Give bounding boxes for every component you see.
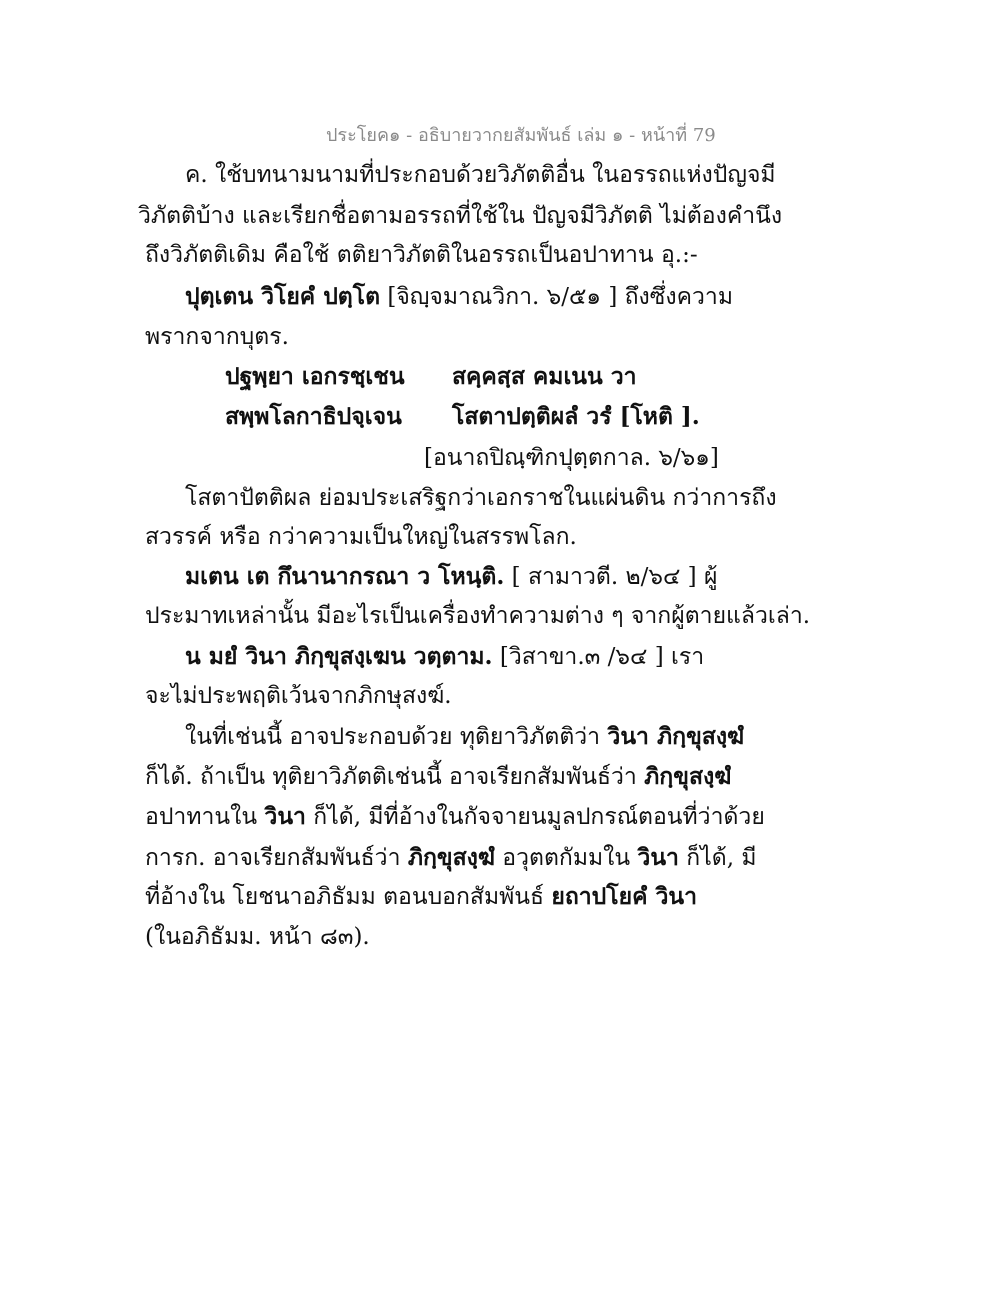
paragraph-line: (ในอภิธัมม. หน้า ๘๓). xyxy=(145,924,370,950)
pali-example: มเตน เต กึนานากรณา ว โหนฺติ. xyxy=(185,563,505,590)
paragraph-line: ก็ได้. ถ้าเป็น ทุติยาวิภัตติเช่นนี้ อาจเรียกสัมพันธ์ว่า ภิกฺขุสงฺฆํ xyxy=(145,763,732,790)
translation: ถึงซึ่งความ xyxy=(624,284,733,310)
example-line xyxy=(185,282,733,312)
translation: ผู้ xyxy=(703,564,718,590)
translation-line: พรากจากบุตร. xyxy=(145,324,289,350)
translation: เรา xyxy=(671,644,705,670)
verse-line: สคฺคสฺส คมเนน วา xyxy=(452,363,637,390)
example-line xyxy=(185,642,704,672)
running-header: ประโยค๑ - อธิบายวากยสัมพันธ์ เล่ม ๑ - หน้าที่ 79 xyxy=(326,125,716,146)
example-line xyxy=(185,562,717,592)
paragraph-line: ค. ใช้บทนามนามที่ประกอบด้วยวิภัตติอื่น ในอรรถแห่งปัญจมี xyxy=(185,162,776,188)
verse-line: โสตาปตฺติผลํ วรํ [โหติ ]. xyxy=(452,403,700,430)
paragraph-line: วิภัตติบ้าง และเรียกชื่อตามอรรถที่ใช้ใน ปัญจมีวิภัตติ ไม่ต้องคำนึง xyxy=(138,203,783,229)
paragraph-line: โสตาปัตติผล ย่อมประเสริฐกว่าเอกราชในแผ่นดิน กว่าการถึง xyxy=(185,485,777,511)
pali-example: ปุตฺเตน วิโยคํ ปตฺโต xyxy=(185,283,381,310)
paragraph-line: ในที่เช่นนี้ อาจประกอบด้วย ทุติยาวิภัตติว่า วินา ภิกฺขุสงฺฆํ xyxy=(185,723,745,750)
citation: [ สามาวตี. ๒/๖๔ ] xyxy=(511,564,697,590)
verse-line: สพฺพโลกาธิปจฺเจน xyxy=(225,403,402,430)
paragraph-line: อปาทานใน วินา ก็ได้, มีที่อ้างในกัจจายนมูลปกรณ์ตอนที่ว่าด้วย xyxy=(145,803,765,830)
citation: [จิญฺจมาณวิกา. ๖/๕๑ ] xyxy=(387,284,618,310)
citation: [อนาถปิณฺฑิกปุตฺตกาล. ๖/๖๑] xyxy=(424,445,719,471)
citation: [วิสาขา.๓ /๖๔ ] xyxy=(499,644,664,670)
translation-line: จะไม่ประพฤติเว้นจากภิกษุสงฆ์. xyxy=(145,683,452,709)
paragraph-line: การก. อาจเรียกสัมพันธ์ว่า ภิกฺขุสงฺฆํ อวุตตกัมมใน วินา ก็ได้, มี xyxy=(145,844,757,871)
paragraph-line: ที่อ้างใน โยชนาอภิธัมม ตอนบอกสัมพันธ์ ยถาปโยคํ วินา xyxy=(145,883,698,910)
pali-example: น มยํ วินา ภิกฺขุสงฺเฆน วตฺตาม. xyxy=(185,643,493,670)
paragraph-line: สวรรค์ หรือ กว่าความเป็นใหญ่ในสรรพโลก. xyxy=(145,524,577,550)
paragraph-line: ถึงวิภัตติเดิม คือใช้ ตติยาวิภัตติในอรรถเป็นอปาทาน อุ.:- xyxy=(145,242,698,268)
translation-line: ประมาทเหล่านั้น มีอะไรเป็นเครื่องทำความต่าง ๆ จากผู้ตายแล้วเล่า. xyxy=(145,603,811,629)
verse-line: ปฐพฺยา เอกรชฺเชน xyxy=(225,363,405,390)
